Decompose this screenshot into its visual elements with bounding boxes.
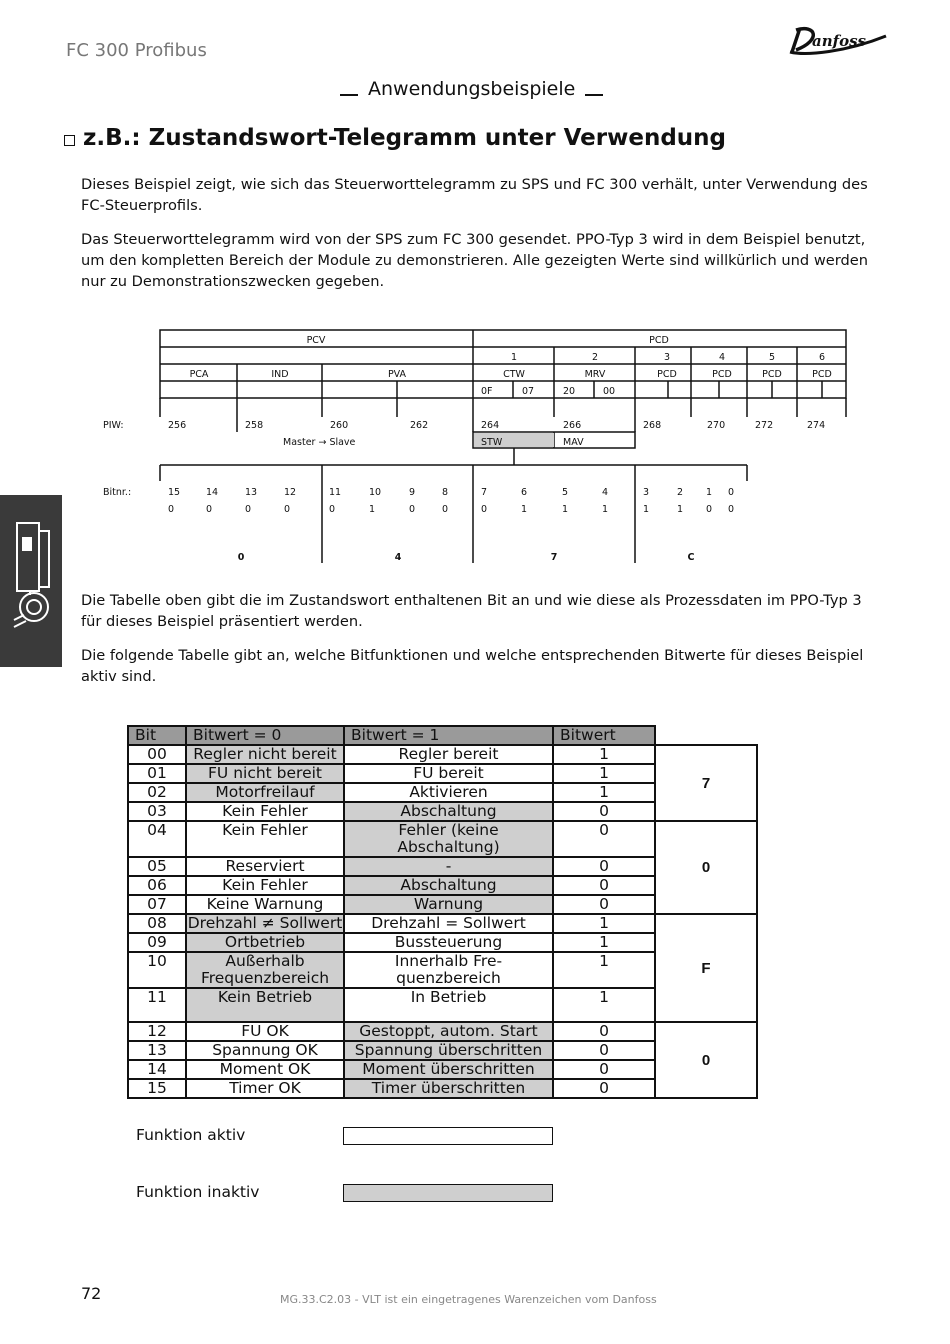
bit-cell: 12: [128, 1022, 186, 1041]
piw-value: 260: [330, 420, 349, 431]
bitwert-1-cell: -: [344, 857, 553, 876]
bitnr-label: Bitnr.:: [103, 487, 132, 498]
hex-group-cell: 7: [655, 745, 757, 821]
section-title: [340, 78, 603, 100]
value-cell: 1: [553, 745, 655, 764]
bit-value: 0: [245, 504, 252, 515]
danfoss-logo: [786, 22, 890, 62]
label-pcd: PCD: [649, 335, 669, 346]
drive-motor-icon: [0, 495, 62, 667]
legend-inactive-swatch: [343, 1184, 553, 1202]
piw-value: 266: [563, 420, 582, 431]
hex-value: 0F: [481, 386, 493, 397]
paragraph-intro: Dieses Beispiel zeigt, wie sich das Steuerworttelegramm zu SPS und FC 300 verhält, unter Verwendung des FC-Steuerprofils.: [81, 176, 868, 214]
piw-values: [168, 420, 825, 431]
bit-cell: 14: [128, 1060, 186, 1079]
bitwert-0-cell: Regler nicht bereit: [186, 745, 344, 764]
field-label: IND: [271, 369, 289, 380]
nibble-value: C: [687, 552, 695, 563]
bitwert-1-cell: Spannung überschritten: [344, 1041, 553, 1060]
pcd-numbers: [511, 352, 825, 363]
bitwert-0-cell: Motorfreilauf: [186, 783, 344, 802]
pcd-number: 6: [818, 352, 826, 363]
bit-cell: 13: [128, 1041, 186, 1060]
value-cell: 1: [553, 914, 655, 933]
bit-cell: 07: [128, 895, 186, 914]
bitwert-1-cell: FU bereit: [344, 764, 553, 783]
pcd-number: 3: [663, 352, 671, 363]
bit-number: 6: [521, 487, 528, 498]
field-label: PCD: [762, 369, 782, 380]
bit-value: 0: [168, 504, 175, 515]
bitwert-1-cell: Drehzahl = Sollwert: [344, 914, 553, 933]
nibble-value: 4: [394, 552, 402, 563]
bit-number: 7: [481, 487, 488, 498]
section-rule-right: [585, 94, 603, 96]
hex-group-cell: 0: [655, 821, 757, 914]
value-cell: 1: [553, 783, 655, 802]
pcd-number: 4: [718, 352, 726, 363]
bit-number: 5: [562, 487, 569, 498]
bitwert-1-cell: Abschaltung: [344, 876, 553, 895]
bit-values: [168, 504, 734, 515]
bitwert-0-cell: Kein Fehler: [186, 821, 344, 857]
bit-cell: 08: [128, 914, 186, 933]
paragraph-table-above: Die Tabelle oben gibt die im Zustandswort enthaltenen Bit an und wie diese als Prozessdaten im PPO-Typ 3 für dieses Beispiel präsentiert werden.: [81, 592, 862, 630]
telegram-diagram: [95, 325, 855, 570]
bitwert-1-cell: Regler bereit: [344, 745, 553, 764]
heading-bullet-icon: [64, 135, 75, 146]
nibble-values: [238, 552, 695, 563]
field-label: PCD: [712, 369, 732, 380]
value-cell: 1: [553, 952, 655, 988]
bit-number: 14: [206, 487, 219, 498]
hex-value: 07: [522, 386, 535, 397]
bit-number: 15: [168, 487, 181, 498]
bit-cell: 10: [128, 952, 186, 988]
value-cell: 1: [553, 933, 655, 952]
header-bitwert: Bitwert: [553, 726, 655, 745]
bitwert-0-cell: Kein Fehler: [186, 802, 344, 821]
stw-label: STW: [481, 437, 503, 448]
bit-cell: 06: [128, 876, 186, 895]
bit-value: 0: [728, 504, 735, 515]
bit-function-table: [127, 725, 758, 1099]
value-cell: 0: [553, 1060, 655, 1079]
bitwert-0-cell: FU nicht bereit: [186, 764, 344, 783]
header-bitwert-0: Bitwert = 0: [186, 726, 344, 745]
bitwert-0-cell: Drehzahl ≠ Sollwert: [187, 914, 343, 932]
bit-number: 12: [284, 487, 297, 498]
legend-inactive-label: Funktion inaktiv: [136, 1183, 260, 1201]
pcd-number: 2: [591, 352, 599, 363]
page-number: 72: [81, 1284, 102, 1303]
field-labels: [190, 369, 832, 380]
svg-text:anfoss: anfoss: [812, 32, 866, 50]
table-row: [128, 914, 757, 933]
page-heading: z.B.: Zustandswort-Telegramm unter Verwendung: [83, 125, 726, 151]
pcd-number: 5: [768, 352, 776, 363]
field-label: PCD: [657, 369, 677, 380]
bit-cell: 05: [128, 857, 186, 876]
bit-value: 0: [284, 504, 291, 515]
bitwert-1-cell: Bussteuerung: [344, 933, 553, 952]
paragraph-table-below: Die folgende Tabelle gibt an, welche Bitfunktionen und welche entsprechenden Bitwerte für dieses Beispiel aktiv sind.: [81, 647, 864, 685]
hex-value: 20: [563, 386, 576, 397]
section-label: Anwendungsbeispiele: [368, 78, 576, 100]
bit-number: 10: [369, 487, 382, 498]
document-title: FC 300 Profibus: [66, 40, 207, 61]
bit-cell: 00: [128, 745, 186, 764]
header-spacer: [655, 726, 757, 745]
bit-cell: 09: [128, 933, 186, 952]
side-tab: [0, 495, 62, 667]
bitwert-0-cell: Ortbetrieb: [186, 933, 344, 952]
piw-value: 264: [481, 420, 500, 431]
legend-active-swatch: [343, 1127, 553, 1145]
section-rule-left: [340, 94, 358, 96]
bitwert-0-cell: Spannung OK: [186, 1041, 344, 1060]
table-row: [128, 821, 757, 857]
bit-number: 13: [245, 487, 258, 498]
bitwert-1-cell: Gestoppt, autom. Start: [344, 1022, 553, 1041]
value-cell: 0: [553, 857, 655, 876]
bit-cell: 11: [128, 988, 186, 1022]
bit-cell: 03: [128, 802, 186, 821]
field-label: CTW: [503, 369, 525, 380]
bit-number: 11: [329, 487, 342, 498]
bit-cell: 15: [128, 1079, 186, 1098]
table-row: [128, 1022, 757, 1041]
bit-value: 0: [706, 504, 713, 515]
bitwert-0-cell: Kein Fehler: [186, 876, 344, 895]
bitwert-1-cell: Moment überschritten: [344, 1060, 553, 1079]
bit-value: 0: [481, 504, 488, 515]
label-pcv: PCV: [306, 335, 326, 346]
footer-text: MG.33.C2.03 - VLT ist ein eingetragenes Warenzeichen vom Danfoss: [280, 1293, 657, 1306]
bit-value: 0: [329, 504, 336, 515]
bit-value: 0: [442, 504, 449, 515]
bit-number: 9: [409, 487, 416, 498]
field-label: MRV: [584, 369, 606, 380]
bit-value: 1: [677, 504, 684, 515]
mav-label: MAV: [563, 437, 584, 448]
nibble-value: 0: [237, 552, 245, 563]
value-cell: 1: [553, 764, 655, 783]
bit-value: 1: [562, 504, 569, 515]
piw-label: PIW:: [103, 420, 124, 431]
bitwert-0-cell: Timer OK: [186, 1079, 344, 1098]
bitwert-1-cell: Abschaltung: [344, 802, 553, 821]
bitwert-0-cell: Moment OK: [186, 1060, 344, 1079]
bitwert-0-cell: Außerhalb Frequenzbereich: [186, 952, 344, 988]
bit-number: 0: [728, 487, 735, 498]
hex-group-cell: 0: [655, 1022, 757, 1098]
piw-value: 274: [807, 420, 826, 431]
table-header-row: [128, 726, 757, 745]
piw-value: 268: [643, 420, 662, 431]
bit-numbers: [168, 487, 734, 498]
piw-value: 262: [410, 420, 429, 431]
bit-cell: 01: [128, 764, 186, 783]
bitwert-0-cell: FU OK: [186, 1022, 344, 1041]
value-cell: 0: [553, 895, 655, 914]
heading-row: [64, 125, 726, 151]
piw-value: 270: [707, 420, 726, 431]
header-bit: Bit: [128, 726, 186, 745]
piw-value: 258: [245, 420, 264, 431]
bitwert-1-cell: Aktivieren: [344, 783, 553, 802]
bit-value: 1: [643, 504, 650, 515]
hex-value: 00: [603, 386, 616, 397]
value-cell: 0: [553, 1022, 655, 1041]
bitwert-0-cell: Reserviert: [186, 857, 344, 876]
nibble-value: 7: [550, 552, 558, 563]
value-cell: 0: [553, 1079, 655, 1098]
pcd-number: 1: [510, 352, 518, 363]
bit-value: 0: [409, 504, 416, 515]
header-bitwert-1: Bitwert = 1: [344, 726, 553, 745]
legend-active-label: Funktion aktiv: [136, 1126, 246, 1144]
bit-value: 0: [206, 504, 213, 515]
value-cell: 0: [553, 821, 655, 857]
value-cell: 0: [553, 1041, 655, 1060]
bit-cell: 02: [128, 783, 186, 802]
bit-cell: 04: [128, 821, 186, 857]
bit-number: 3: [643, 487, 650, 498]
paragraph-telegram: Das Steuerworttelegramm wird von der SPS zum FC 300 gesendet. PPO-Typ 3 wird in dem Beispiel benutzt, um den kompletten Bereich der Module zu demonstrieren. Alle gezeigten Werte sind willkürlich und werden nur zu Demonstrationszwecken gegeben.: [81, 231, 868, 290]
value-cell: 1: [553, 988, 655, 1022]
direction-label: Master → Slave: [283, 437, 356, 448]
table-row: [128, 745, 757, 764]
field-label: PVA: [387, 369, 407, 380]
bitwert-0-cell: Kein Betrieb: [186, 988, 344, 1022]
value-cell: 0: [553, 802, 655, 821]
bit-number: 8: [442, 487, 449, 498]
hex-values: [481, 386, 615, 397]
bitwert-1-cell: In Betrieb: [344, 988, 553, 1022]
field-label: PCD: [812, 369, 832, 380]
bitwert-1-cell: Warnung: [344, 895, 553, 914]
bitwert-1-cell: Fehler (keine Abschaltung): [344, 821, 553, 857]
field-label: PCA: [189, 369, 209, 380]
value-cell: 0: [553, 876, 655, 895]
bitwert-1-cell: Timer überschritten: [344, 1079, 553, 1098]
bitwert-0-cell: Keine Warnung: [186, 895, 344, 914]
bit-number: 2: [677, 487, 684, 498]
bit-value: 1: [521, 504, 528, 515]
bit-number: 4: [602, 487, 609, 498]
piw-value: 272: [755, 420, 774, 431]
bitwert-1-cell: Innerhalb Fre- quenzbereich: [344, 952, 553, 988]
bit-value: 1: [369, 504, 376, 515]
bit-number: 1: [706, 487, 713, 498]
hex-group-cell: F: [655, 914, 757, 1022]
bit-value: 1: [602, 504, 609, 515]
piw-value: 256: [168, 420, 187, 431]
